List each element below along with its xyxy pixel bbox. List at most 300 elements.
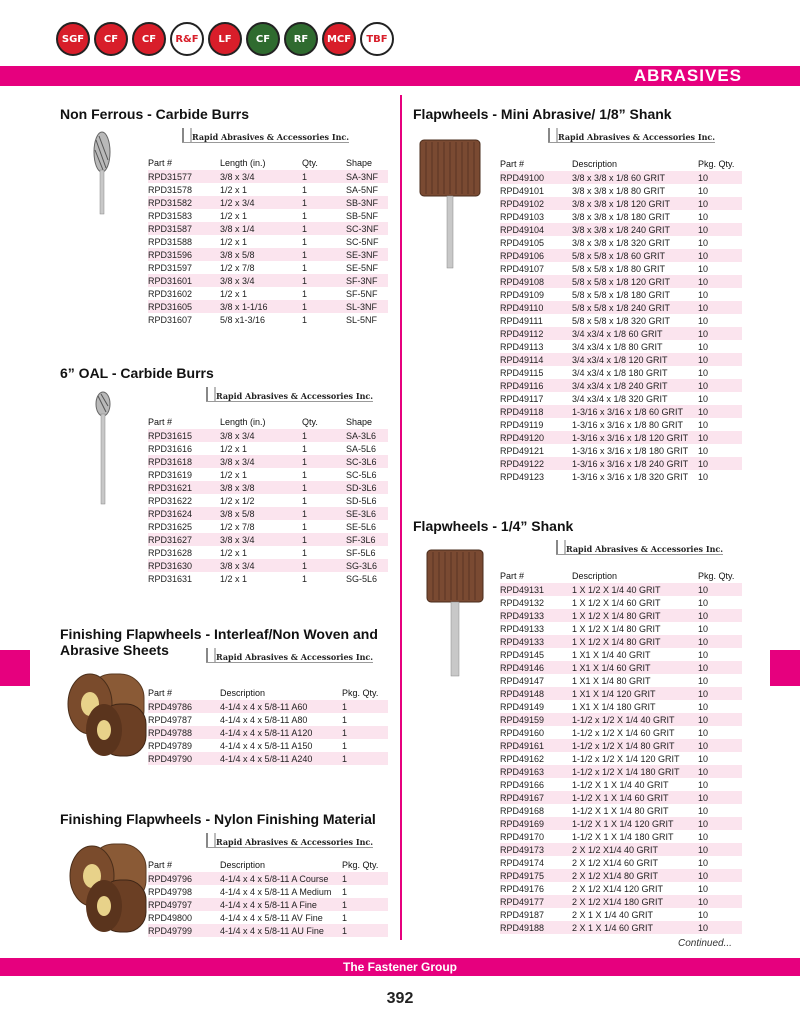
table-cell: 10 xyxy=(698,609,742,622)
table-cell: 1-1/2 X 1 X 1/4 180 GRIT xyxy=(572,831,674,842)
table-cell: RPD49114 xyxy=(500,353,572,366)
table-cell: 2 X 1 X 1/4 60 GRIT xyxy=(572,921,698,934)
table-cell: 1/2 x 1 xyxy=(220,288,248,299)
table-cell: RPD49797 xyxy=(148,898,220,911)
table-cell: RPD31602 xyxy=(148,288,193,299)
table-cell: 1-3/16 x 3/16 x 1/8 60 GRIT xyxy=(572,405,698,418)
table-cell: SC-5NF xyxy=(346,236,379,247)
table-cell: 1 xyxy=(302,248,346,261)
table-cell: 1 xyxy=(342,740,348,751)
table-cell: 1-3/16 x 3/16 x 1/8 320 GRIT xyxy=(572,471,689,482)
table-oal xyxy=(148,415,388,585)
table-cell: 10 xyxy=(698,457,742,470)
table-row xyxy=(148,183,388,196)
table-cell: RPD31622 xyxy=(148,495,193,506)
table-cell: 10 xyxy=(698,675,709,686)
table-cell: RPD49177 xyxy=(500,895,572,908)
table-cell: 10 xyxy=(698,687,742,700)
table-cell: 1/2 x 1 xyxy=(220,210,248,221)
table-row xyxy=(500,882,742,895)
table-cell: 5/8 x 5/8 x 1/8 320 GRIT xyxy=(572,315,671,326)
table-cell: 1-1/2 X 1 X 1/4 60 GRIT xyxy=(572,791,698,804)
table-cell: RPD31625 xyxy=(148,521,193,532)
table-row xyxy=(500,817,742,830)
table-row xyxy=(148,739,388,752)
column-header: Description xyxy=(572,159,618,169)
table-cell: RPD31597 xyxy=(148,262,193,273)
table-cell: 3/8 x 3/4 xyxy=(220,455,302,468)
table-cell: 1 xyxy=(342,700,388,713)
table-row xyxy=(148,872,388,885)
table-cell: 1 xyxy=(302,184,308,195)
table-cell: 1-3/16 x 3/16 x 1/8 240 GRIT xyxy=(572,457,698,470)
table-cell: RPD49160 xyxy=(500,727,545,738)
rapid-brand-label: Rapid Abrasives & Accessories Inc. xyxy=(206,652,373,663)
table-cell: 1 X 1/2 X 1/4 80 GRIT xyxy=(572,609,698,622)
table-cell: RPD31588 xyxy=(148,236,193,247)
table-cell: SE-5L6 xyxy=(346,521,377,532)
column-header: Pkg. Qty. xyxy=(698,159,735,169)
continued-note: Continued... xyxy=(678,938,732,949)
table-interleaf xyxy=(148,686,388,765)
table-cell: RPD49133 xyxy=(500,635,572,648)
table-cell: 4-1/4 x 4 x 5/8-11 A Course xyxy=(220,872,342,885)
table-row xyxy=(500,236,742,249)
table-quarter xyxy=(500,569,742,934)
table-cell: 1 X 1/2 X 1/4 60 GRIT xyxy=(572,597,661,608)
table-cell: 1-1/2 x 1/2 X 1/4 180 GRIT xyxy=(572,765,698,778)
table-cell: 5/8 x 5/8 x 1/8 80 GRIT xyxy=(572,263,666,274)
table-cell: 2 X 1/2 X1/4 180 GRIT xyxy=(572,895,698,908)
table-cell: 10 xyxy=(698,341,709,352)
table-row xyxy=(500,674,742,687)
table-row xyxy=(500,843,742,856)
table-cell: RPD49162 xyxy=(500,753,545,764)
table-cell: 1 X1 X 1/4 180 GRIT xyxy=(572,701,656,712)
table-cell: 1 xyxy=(342,726,388,739)
table-cell: SF-5NF xyxy=(346,288,378,299)
table-cell: 10 xyxy=(698,921,742,934)
table-row xyxy=(500,622,742,635)
table-cell: RPD49118 xyxy=(500,405,572,418)
table-row xyxy=(500,210,742,223)
section-title-mini: Flapwheels - Mini Abrasive/ 1/8” Shank xyxy=(413,106,672,122)
table-row xyxy=(500,687,742,700)
table-cell: 10 xyxy=(698,185,709,196)
table-cell: RPD31607 xyxy=(148,314,193,325)
table-nylon xyxy=(148,858,388,937)
table-cell: 10 xyxy=(698,301,742,314)
table-nonferrous xyxy=(148,156,388,326)
table-cell: RPD49101 xyxy=(500,185,545,196)
flapwheel-nylon-image xyxy=(64,840,148,936)
table-cell: 3/4 x3/4 x 1/8 80 GRIT xyxy=(572,341,663,352)
column-header: Description xyxy=(220,860,266,870)
table-cell: RPD49131 xyxy=(500,583,572,596)
table-row xyxy=(500,609,742,622)
column-header: Length (in.) xyxy=(220,417,266,427)
table-cell: RPD49110 xyxy=(500,301,572,314)
table-cell: 3/8 x 3/8 x 1/8 320 GRIT xyxy=(572,237,671,248)
table-cell: 3/4 x3/4 x 1/8 320 GRIT xyxy=(572,393,668,404)
footer-band xyxy=(0,958,800,976)
table-cell: RPD49166 xyxy=(500,779,545,790)
table-cell: 5/8 x 5/8 x 1/8 180 GRIT xyxy=(572,289,671,300)
table-cell: 1 xyxy=(302,547,308,558)
table-cell: RPD49122 xyxy=(500,457,572,470)
table-row xyxy=(148,494,388,507)
table-cell: RPD31582 xyxy=(148,196,220,209)
table-cell: RPD49149 xyxy=(500,701,545,712)
table-cell: SF-3NF xyxy=(346,274,388,287)
table-cell: 10 xyxy=(698,249,742,262)
table-cell: RPD31605 xyxy=(148,300,220,313)
table-cell: RPD31601 xyxy=(148,274,220,287)
table-cell: 10 xyxy=(698,909,709,920)
table-row xyxy=(500,635,742,648)
table-cell: 1 xyxy=(342,924,388,937)
table-cell: 3/8 x 3/4 xyxy=(220,170,302,183)
table-row xyxy=(148,546,388,559)
table-cell: SF-5L6 xyxy=(346,547,376,558)
table-cell: 10 xyxy=(698,739,742,752)
table-row xyxy=(500,791,742,804)
table-cell: 1 xyxy=(302,288,308,299)
table-cell: 1 xyxy=(302,222,346,235)
table-row xyxy=(500,392,742,405)
table-cell: RPD49787 xyxy=(148,714,193,725)
table-row xyxy=(500,661,742,674)
column-header: Part # xyxy=(500,571,525,581)
table-cell: RPD49796 xyxy=(148,872,220,885)
table-cell: 4-1/4 x 4 x 5/8-11 A80 xyxy=(220,714,308,725)
table-cell: 10 xyxy=(698,765,742,778)
table-cell: 2 X 1/2 X1/4 60 GRIT xyxy=(572,857,659,868)
table-row xyxy=(500,327,742,340)
table-cell: 1/2 x 1 xyxy=(220,184,248,195)
table-cell: RPD49176 xyxy=(500,883,545,894)
section-title-oal: 6” OAL - Carbide Burrs xyxy=(60,365,214,381)
table-cell: SF-3L6 xyxy=(346,533,388,546)
table-cell: RPD49168 xyxy=(500,805,545,816)
brand-logo-cf: CF xyxy=(132,22,166,56)
table-cell: 10 xyxy=(698,727,709,738)
table-row xyxy=(148,726,388,739)
table-row xyxy=(148,507,388,520)
table-row xyxy=(148,481,388,494)
table-cell: RPD49115 xyxy=(500,367,544,378)
table-row xyxy=(148,287,388,300)
brand-logos xyxy=(56,22,394,56)
rapid-brand-label: Rapid Abrasives & Accessories Inc. xyxy=(182,132,349,143)
table-cell: 10 xyxy=(698,263,709,274)
table-cell: SC-3L6 xyxy=(346,455,388,468)
table-row xyxy=(500,470,742,483)
column-header: Part # xyxy=(148,688,173,698)
rapid-brand-label: Rapid Abrasives & Accessories Inc. xyxy=(548,132,715,143)
table-cell: 2 X 1/2 X1/4 80 GRIT xyxy=(572,869,698,882)
table-row xyxy=(148,209,388,222)
table-cell: RPD49798 xyxy=(148,886,193,897)
table-row xyxy=(500,249,742,262)
table-cell: RPD49173 xyxy=(500,843,572,856)
table-cell: RPD49108 xyxy=(500,275,572,288)
table-cell: 1 xyxy=(302,429,346,442)
table-cell: 1-1/2 x 1/2 X 1/4 40 GRIT xyxy=(572,713,698,726)
table-cell: RPD49112 xyxy=(500,327,572,340)
table-cell: 1/2 x 1/2 xyxy=(220,495,255,506)
table-cell: 10 xyxy=(698,883,709,894)
table-row xyxy=(500,275,742,288)
table-cell: RPD31619 xyxy=(148,469,193,480)
table-cell: 3/8 x 3/8 xyxy=(220,481,302,494)
section-title-quarter: Flapwheels - 1/4” Shank xyxy=(413,518,574,534)
table-row xyxy=(500,830,742,843)
table-cell: RPD31618 xyxy=(148,455,220,468)
table-row xyxy=(500,739,742,752)
table-cell: SA-3NF xyxy=(346,170,388,183)
table-row xyxy=(500,726,742,739)
table-cell: 3/8 x 1-1/16 xyxy=(220,300,302,313)
table-cell: RPD31577 xyxy=(148,170,220,183)
section-title-interleaf-line1: Finishing Flapwheels - Interleaf/Non Woven and xyxy=(60,626,378,642)
table-cell: 1/2 x 1 xyxy=(220,236,248,247)
table-cell: 3/4 x3/4 x 1/8 120 GRIT xyxy=(572,353,698,366)
column-header: Length (in.) xyxy=(220,158,266,168)
table-cell: 3/4 x3/4 x 1/8 60 GRIT xyxy=(572,327,698,340)
table-cell: RPD49120 xyxy=(500,431,572,444)
table-cell: 3/8 x 3/8 x 1/8 120 GRIT xyxy=(572,197,698,210)
table-cell: 1 xyxy=(302,196,346,209)
table-cell: 3/4 x3/4 x 1/8 180 GRIT xyxy=(572,367,668,378)
column-header: Part # xyxy=(500,159,525,169)
table-cell: 10 xyxy=(698,623,709,634)
table-cell: RPD49148 xyxy=(500,687,572,700)
table-cell: 10 xyxy=(698,393,709,404)
table-cell: RPD31587 xyxy=(148,222,220,235)
column-header: Qty. xyxy=(302,158,318,168)
table-row xyxy=(500,353,742,366)
table-cell: SB-3NF xyxy=(346,196,388,209)
table-cell: RPD49167 xyxy=(500,791,572,804)
table-cell: 3/8 x 5/8 xyxy=(220,507,302,520)
table-cell: 1 X1 X 1/4 60 GRIT xyxy=(572,661,698,674)
table-cell: 10 xyxy=(698,597,709,608)
table-cell: 1 xyxy=(302,469,308,480)
table-cell: 1 xyxy=(342,714,348,725)
table-cell: 1 xyxy=(302,507,346,520)
carbide-burr-long-image xyxy=(92,390,114,506)
table-row xyxy=(148,700,388,713)
table-cell: 1 xyxy=(342,872,388,885)
column-header: Part # xyxy=(148,860,173,870)
table-cell: RPD49790 xyxy=(148,752,220,765)
table-cell: 1 X 1/2 X 1/4 80 GRIT xyxy=(572,623,661,634)
table-cell: RPD31615 xyxy=(148,429,220,442)
table-row xyxy=(500,596,742,609)
table-cell: SA-5L6 xyxy=(346,443,377,454)
table-cell: RPD49132 xyxy=(500,597,545,608)
table-cell: SL-3NF xyxy=(346,300,388,313)
table-cell: RPD49786 xyxy=(148,700,220,713)
table-cell: 1/2 x 7/8 xyxy=(220,262,255,273)
section-title-interleaf-line2: Abrasive Sheets xyxy=(60,642,169,658)
table-row xyxy=(148,885,388,898)
table-header-row xyxy=(148,858,388,872)
right-side-tab xyxy=(770,650,800,686)
table-cell: RPD49163 xyxy=(500,765,572,778)
table-cell: 1/2 x 1 xyxy=(220,573,248,584)
table-cell: 3/8 x 3/8 x 1/8 240 GRIT xyxy=(572,223,698,236)
table-row xyxy=(500,921,742,934)
table-cell: RPD31627 xyxy=(148,533,220,546)
table-cell: 1 xyxy=(302,274,346,287)
table-mini xyxy=(500,157,742,483)
table-cell: 1-1/2 X 1 X 1/4 80 GRIT xyxy=(572,805,669,816)
table-row xyxy=(148,559,388,572)
table-cell: 10 xyxy=(698,327,742,340)
table-cell: 1 X 1/2 X 1/4 80 GRIT xyxy=(572,635,698,648)
table-cell: 10 xyxy=(698,445,709,456)
table-cell: 10 xyxy=(698,701,709,712)
table-cell: 1-3/16 x 3/16 x 1/8 180 GRIT xyxy=(572,445,689,456)
table-cell: RPD31616 xyxy=(148,443,193,454)
table-row xyxy=(148,455,388,468)
quarter-shank-flapwheel-image xyxy=(425,548,485,678)
column-header: Shape xyxy=(346,158,373,168)
table-cell: RPD49789 xyxy=(148,740,193,751)
table-cell: RPD49799 xyxy=(148,924,220,937)
table-cell: 1 xyxy=(302,533,346,546)
table-cell: 10 xyxy=(698,419,709,430)
table-row xyxy=(500,778,742,791)
category-banner xyxy=(0,66,800,86)
table-cell: 10 xyxy=(698,895,742,908)
rapid-brand-label: Rapid Abrasives & Accessories Inc. xyxy=(206,837,373,848)
table-row xyxy=(148,300,388,313)
table-cell: RPD49104 xyxy=(500,223,572,236)
table-cell: 4-1/4 x 4 x 5/8-11 A Fine xyxy=(220,898,342,911)
table-cell: 3/4 x3/4 x 1/8 240 GRIT xyxy=(572,379,698,392)
table-cell: RPD49111 xyxy=(500,315,543,326)
table-cell: 1 X1 X 1/4 120 GRIT xyxy=(572,687,698,700)
table-row xyxy=(500,171,742,184)
table-cell: RPD49187 xyxy=(500,909,545,920)
table-cell: 1 xyxy=(342,886,348,897)
table-row xyxy=(148,274,388,287)
table-cell: RPD49106 xyxy=(500,249,572,262)
table-row xyxy=(500,765,742,778)
table-cell: RPD49147 xyxy=(500,675,545,686)
table-cell: 1 xyxy=(302,573,308,584)
table-cell: 3/8 x 3/4 xyxy=(220,559,302,572)
table-cell: 1 xyxy=(302,210,308,221)
table-cell: 4-1/4 x 4 x 5/8-11 A60 xyxy=(220,700,342,713)
column-header: Pkg. Qty. xyxy=(342,860,379,870)
table-cell: SG-3L6 xyxy=(346,559,388,572)
table-cell: RPD49175 xyxy=(500,869,572,882)
table-row xyxy=(500,379,742,392)
table-header-row xyxy=(148,415,388,429)
table-cell: 10 xyxy=(698,791,742,804)
table-cell: SA-3L6 xyxy=(346,429,388,442)
table-row xyxy=(500,895,742,908)
table-cell: 4-1/4 x 4 x 5/8-11 A Medium xyxy=(220,886,332,897)
table-cell: 10 xyxy=(698,289,709,300)
table-cell: 1 xyxy=(302,314,308,325)
column-header: Pkg. Qty. xyxy=(698,571,735,581)
table-cell: 10 xyxy=(698,753,709,764)
table-cell: SC-5L6 xyxy=(346,469,377,480)
table-cell: 1 xyxy=(302,300,346,313)
table-row xyxy=(500,908,742,921)
table-cell: 1/2 x 3/4 xyxy=(220,196,302,209)
table-cell: 1 xyxy=(302,495,308,506)
column-header: Part # xyxy=(148,158,173,168)
table-cell: 4-1/4 x 4 x 5/8-11 A240 xyxy=(220,752,342,765)
table-cell: 10 xyxy=(698,635,742,648)
carbide-burr-image xyxy=(88,130,116,216)
table-cell: 2 X 1/2 X1/4 120 GRIT xyxy=(572,883,664,894)
table-cell: 5/8 x1-3/16 xyxy=(220,314,266,325)
table-row xyxy=(500,583,742,596)
table-cell: 10 xyxy=(698,367,709,378)
table-cell: 1 xyxy=(342,752,388,765)
table-cell: RPD49159 xyxy=(500,713,572,726)
table-cell: 5/8 x 5/8 x 1/8 60 GRIT xyxy=(572,249,698,262)
table-cell: 1 xyxy=(302,443,308,454)
table-cell: 10 xyxy=(698,379,742,392)
table-cell: RPD49133 xyxy=(500,623,545,634)
table-cell: SC-3NF xyxy=(346,222,388,235)
table-cell: 5/8 x 5/8 x 1/8 240 GRIT xyxy=(572,301,698,314)
table-row xyxy=(500,457,742,470)
table-cell: 1-1/2 X 1 X 1/4 120 GRIT xyxy=(572,817,698,830)
table-row xyxy=(148,572,388,585)
table-row xyxy=(148,313,388,326)
table-row xyxy=(500,713,742,726)
table-cell: RPD49800 xyxy=(148,912,193,923)
column-header: Qty. xyxy=(302,417,318,427)
table-cell: 10 xyxy=(698,713,742,726)
table-cell: 4-1/4 x 4 x 5/8-11 AU Fine xyxy=(220,924,342,937)
table-row xyxy=(500,856,742,869)
table-cell: 1-1/2 x 1/2 X 1/4 120 GRIT xyxy=(572,753,680,764)
table-cell: SE-5NF xyxy=(346,262,379,273)
table-row xyxy=(148,196,388,209)
table-cell: RPD49116 xyxy=(500,379,572,392)
brand-logo-sgf: SGF xyxy=(56,22,90,56)
table-row xyxy=(148,520,388,533)
table-cell: 4-1/4 x 4 x 5/8-11 AV Fine xyxy=(220,912,323,923)
table-cell: RPD31583 xyxy=(148,210,193,221)
table-row xyxy=(500,314,742,327)
table-cell: 1 xyxy=(342,898,388,911)
table-cell: RPD49117 xyxy=(500,393,544,404)
table-cell: 10 xyxy=(698,405,742,418)
table-row xyxy=(148,533,388,546)
table-row xyxy=(500,431,742,444)
table-cell: 1-1/2 X 1 X 1/4 40 GRIT xyxy=(572,779,669,790)
table-cell: SD-3L6 xyxy=(346,481,388,494)
brand-logo-rf-green: RF xyxy=(284,22,318,56)
table-row xyxy=(500,804,742,817)
table-cell: 3/8 x 3/8 x 1/8 60 GRIT xyxy=(572,171,698,184)
table-cell: 1/2 x 7/8 xyxy=(220,521,255,532)
table-row xyxy=(500,444,742,457)
table-row xyxy=(500,184,742,197)
table-row xyxy=(148,248,388,261)
